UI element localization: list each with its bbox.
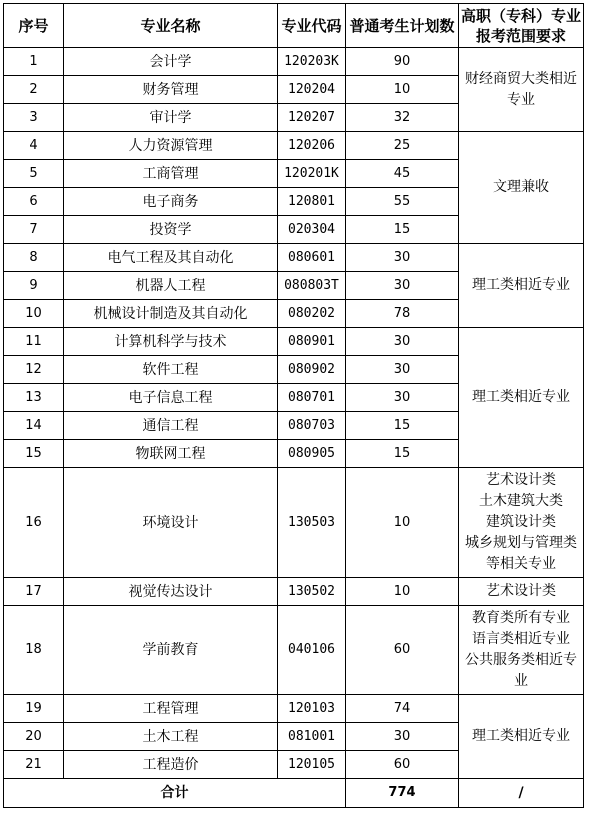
plan-cell: 10 (346, 578, 459, 606)
requirement-cell: 艺术设计类 (459, 578, 584, 606)
plan-cell: 60 (346, 751, 459, 779)
plan-cell: 15 (346, 412, 459, 440)
plan-cell: 45 (346, 160, 459, 188)
requirement-cell: 理工类相近专业 (459, 244, 584, 328)
table-row (4, 132, 584, 160)
code-cell: 081001 (278, 723, 346, 751)
header-code: 专业代码 (278, 4, 346, 48)
major-cell: 电子信息工程 (64, 384, 278, 412)
seq-cell: 4 (4, 132, 64, 160)
major-cell: 人力资源管理 (64, 132, 278, 160)
seq-cell: 3 (4, 104, 64, 132)
major-cell: 土木工程 (64, 723, 278, 751)
seq-cell: 16 (4, 468, 64, 578)
table-row (4, 328, 584, 356)
major-cell: 电子商务 (64, 188, 278, 216)
seq-cell: 7 (4, 216, 64, 244)
seq-cell: 11 (4, 328, 64, 356)
code-cell: 080601 (278, 244, 346, 272)
major-cell: 计算机科学与技术 (64, 328, 278, 356)
plan-cell: 74 (346, 695, 459, 723)
major-cell: 软件工程 (64, 356, 278, 384)
major-cell: 通信工程 (64, 412, 278, 440)
plan-cell: 30 (346, 272, 459, 300)
plan-cell: 30 (346, 328, 459, 356)
requirement-cell: 财经商贸大类相近专业 (459, 48, 584, 132)
plan-cell: 30 (346, 244, 459, 272)
header-major: 专业名称 (64, 4, 278, 48)
code-cell: 120203K (278, 48, 346, 76)
requirement-cell: 理工类相近专业 (459, 328, 584, 468)
major-cell: 电气工程及其自动化 (64, 244, 278, 272)
major-cell: 会计学 (64, 48, 278, 76)
plan-cell: 10 (346, 76, 459, 104)
plan-cell: 15 (346, 440, 459, 468)
total-requirement: / (459, 779, 584, 808)
plan-cell: 10 (346, 468, 459, 578)
total-row (4, 779, 584, 808)
major-cell: 工程管理 (64, 695, 278, 723)
major-cell: 审计学 (64, 104, 278, 132)
plan-cell: 30 (346, 723, 459, 751)
seq-cell: 20 (4, 723, 64, 751)
header-plan: 普通考生计划数 (346, 4, 459, 48)
plan-cell: 55 (346, 188, 459, 216)
plan-cell: 60 (346, 606, 459, 695)
code-cell: 020304 (278, 216, 346, 244)
code-cell: 120105 (278, 751, 346, 779)
code-cell: 120207 (278, 104, 346, 132)
major-cell: 机器人工程 (64, 272, 278, 300)
seq-cell: 12 (4, 356, 64, 384)
code-cell: 080905 (278, 440, 346, 468)
seq-cell: 18 (4, 606, 64, 695)
seq-cell: 8 (4, 244, 64, 272)
plan-cell: 32 (346, 104, 459, 132)
total-plan: 774 (346, 779, 459, 808)
code-cell: 130503 (278, 468, 346, 578)
code-cell: 120801 (278, 188, 346, 216)
major-cell: 投资学 (64, 216, 278, 244)
seq-cell: 6 (4, 188, 64, 216)
major-cell: 物联网工程 (64, 440, 278, 468)
code-cell: 080902 (278, 356, 346, 384)
requirement-cell: 理工类相近专业 (459, 695, 584, 779)
seq-cell: 10 (4, 300, 64, 328)
major-cell: 环境设计 (64, 468, 278, 578)
seq-cell: 2 (4, 76, 64, 104)
seq-cell: 13 (4, 384, 64, 412)
seq-cell: 14 (4, 412, 64, 440)
major-cell: 财务管理 (64, 76, 278, 104)
seq-cell: 9 (4, 272, 64, 300)
header-requirement: 高职（专科）专业报考范围要求 (459, 4, 584, 48)
enrollment-plan-table (3, 3, 584, 808)
table-row (4, 48, 584, 76)
major-cell: 视觉传达设计 (64, 578, 278, 606)
table-row (4, 468, 584, 578)
requirement-cell: 艺术设计类 土木建筑大类 建筑设计类 城乡规划与管理类等相关专业 (459, 468, 584, 578)
seq-cell: 17 (4, 578, 64, 606)
code-cell: 080701 (278, 384, 346, 412)
major-cell: 机械设计制造及其自动化 (64, 300, 278, 328)
code-cell: 130502 (278, 578, 346, 606)
code-cell: 080803T (278, 272, 346, 300)
plan-cell: 30 (346, 356, 459, 384)
seq-cell: 1 (4, 48, 64, 76)
major-cell: 学前教育 (64, 606, 278, 695)
seq-cell: 19 (4, 695, 64, 723)
code-cell: 120206 (278, 132, 346, 160)
requirement-cell: 教育类所有专业 语言类相近专业 公共服务类相近专业 (459, 606, 584, 695)
table-row (4, 695, 584, 723)
header-seq: 序号 (4, 4, 64, 48)
code-cell: 080901 (278, 328, 346, 356)
header-row (4, 4, 584, 48)
total-label: 合计 (4, 779, 346, 808)
code-cell: 080703 (278, 412, 346, 440)
major-cell: 工商管理 (64, 160, 278, 188)
code-cell: 120204 (278, 76, 346, 104)
table-row (4, 244, 584, 272)
seq-cell: 15 (4, 440, 64, 468)
table-row (4, 606, 584, 695)
plan-cell: 25 (346, 132, 459, 160)
plan-cell: 30 (346, 384, 459, 412)
plan-cell: 78 (346, 300, 459, 328)
seq-cell: 5 (4, 160, 64, 188)
code-cell: 120201K (278, 160, 346, 188)
table-row (4, 578, 584, 606)
seq-cell: 21 (4, 751, 64, 779)
code-cell: 120103 (278, 695, 346, 723)
requirement-cell: 文理兼收 (459, 132, 584, 244)
code-cell: 080202 (278, 300, 346, 328)
code-cell: 040106 (278, 606, 346, 695)
major-cell: 工程造价 (64, 751, 278, 779)
plan-cell: 15 (346, 216, 459, 244)
plan-cell: 90 (346, 48, 459, 76)
